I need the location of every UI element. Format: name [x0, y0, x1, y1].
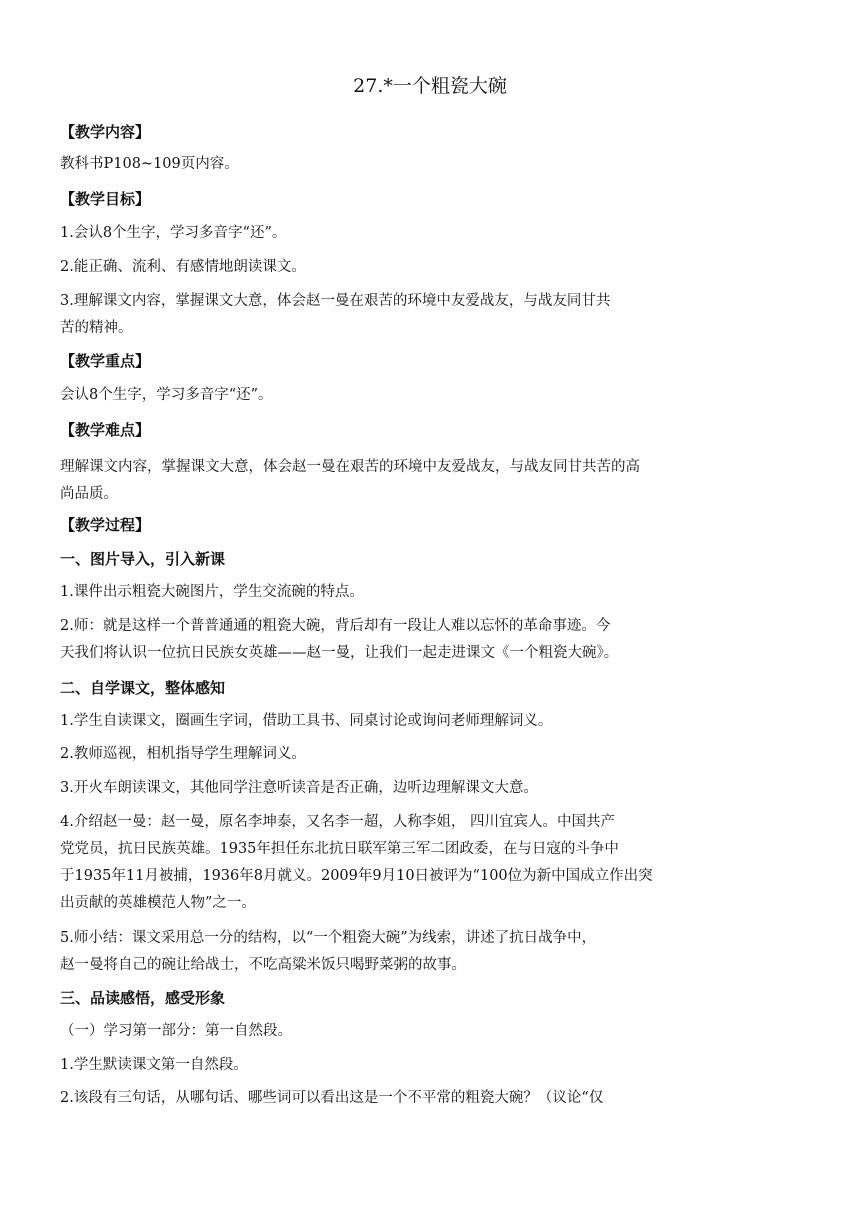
text-line: 尚品质。 — [60, 486, 118, 502]
text-line: （一）学习第一部分：第一自然段。 — [60, 1023, 292, 1039]
text-line: 天我们将认识一位抗日民族女英雄——赵一曼，让我们一起走进课文《一个粗瓷大碗》。 — [60, 645, 619, 661]
text-line: 2.师：就是这样一个普普通通的粗瓷大碗，背后却有一段让人难以忘怀的革命事迹。今 — [60, 618, 611, 634]
section-1-paragraph-1 — [60, 579, 760, 606]
heading-teaching-content: 【教学内容】 — [60, 123, 151, 141]
text-line: 苦的精神。 — [60, 320, 133, 336]
text-line: 赵一曼将自己的碗让给战士，不吃高粱米饭只喝野菜粥的故事。 — [60, 957, 466, 973]
section-2-paragraph-2 — [60, 741, 760, 768]
paragraph-goal-2 — [60, 254, 760, 281]
section-3-subtitle — [60, 1018, 760, 1045]
page-title: 27.*一个粗瓷大碗 — [353, 75, 507, 97]
text-line: 会认8个生字，学习多音字“还”。 — [60, 387, 273, 403]
section-2-title: 二、自学课文，整体感知 — [60, 679, 226, 697]
text-line: 1.学生默读课文第一自然段。 — [60, 1057, 248, 1073]
section-2-paragraph-3 — [60, 775, 760, 802]
section-3-paragraph-1 — [60, 1052, 760, 1079]
text-line: 党党员，抗日民族英雄。1935年担任东北抗日联军第三军二团政委，在与日寇的斗争中 — [60, 841, 619, 857]
paragraph-teaching-content — [60, 151, 760, 178]
heading-teaching-process: 【教学过程】 — [60, 516, 151, 534]
text-line: 3.开火车朗读课文，其他同学注意听读音是否正确，边听边理解课文大意。 — [60, 780, 538, 796]
text-line: 1.课件出示粗瓷大碗图片，学生交流碗的特点。 — [60, 584, 364, 600]
section-3-title: 三、品读感悟，感受形象 — [60, 989, 226, 1007]
text-line: 于1935年11月被捕，1936年8月就义。2009年9月10日被评为“100位为新中国成立作出突 — [60, 868, 653, 884]
heading-key-points: 【教学重点】 — [60, 352, 151, 370]
text-line: 5.师小结：课文采用总一分的结构，以“一个粗瓷大碗”为线索，讲述了抗日战争中， — [60, 930, 597, 946]
section-1-paragraph-2 — [60, 613, 760, 667]
paragraph-key-points — [60, 382, 760, 409]
paragraph-goal-1 — [60, 220, 760, 247]
text-line: 出贡献的英雄模范人物”之一。 — [60, 895, 256, 911]
paragraph-goal-3 — [60, 288, 760, 342]
text-line: 3.理解课文内容，掌握课文大意，体会赵一曼在艰苦的环境中友爱战友，与战友同甘共 — [60, 293, 611, 309]
text-line: 2.该段有三句话，从哪句话、哪些词可以看出这是一个不平常的粗瓷大碗？（议论“仅 — [60, 1090, 604, 1106]
heading-difficult-points: 【教学难点】 — [60, 421, 151, 439]
section-1-title: 一、图片导入，引入新课 — [60, 550, 226, 568]
section-3-paragraph-2 — [60, 1085, 760, 1112]
text-line: 教科书P108~109页内容。 — [60, 156, 239, 172]
text-line: 1.学生自读课文，圈画生字词，借助工具书、同桌讨论或询问老师理解词义。 — [60, 713, 553, 729]
heading-teaching-goals: 【教学目标】 — [60, 190, 151, 208]
text-line: 4.介绍赵一曼：赵一曼，原名李坤泰，又名李一超，人称李姐， 四川宜宾人。中国共产 — [60, 814, 615, 830]
section-2-paragraph-4 — [60, 809, 760, 917]
text-line: 2.能正确、流利、有感情地朗读课文。 — [60, 259, 306, 275]
section-2-paragraph-1 — [60, 708, 760, 735]
text-line: 1.会认8个生字，学习多音字“还”。 — [60, 225, 287, 241]
section-2-paragraph-5 — [60, 925, 760, 979]
paragraph-difficult-points — [60, 454, 760, 508]
text-line: 理解课文内容，掌握课文大意，体会赵一曼在艰苦的环境中友爱战友，与战友同甘共苦的高 — [60, 459, 640, 475]
text-line: 2.教师巡视，相机指导学生理解词义。 — [60, 746, 306, 762]
